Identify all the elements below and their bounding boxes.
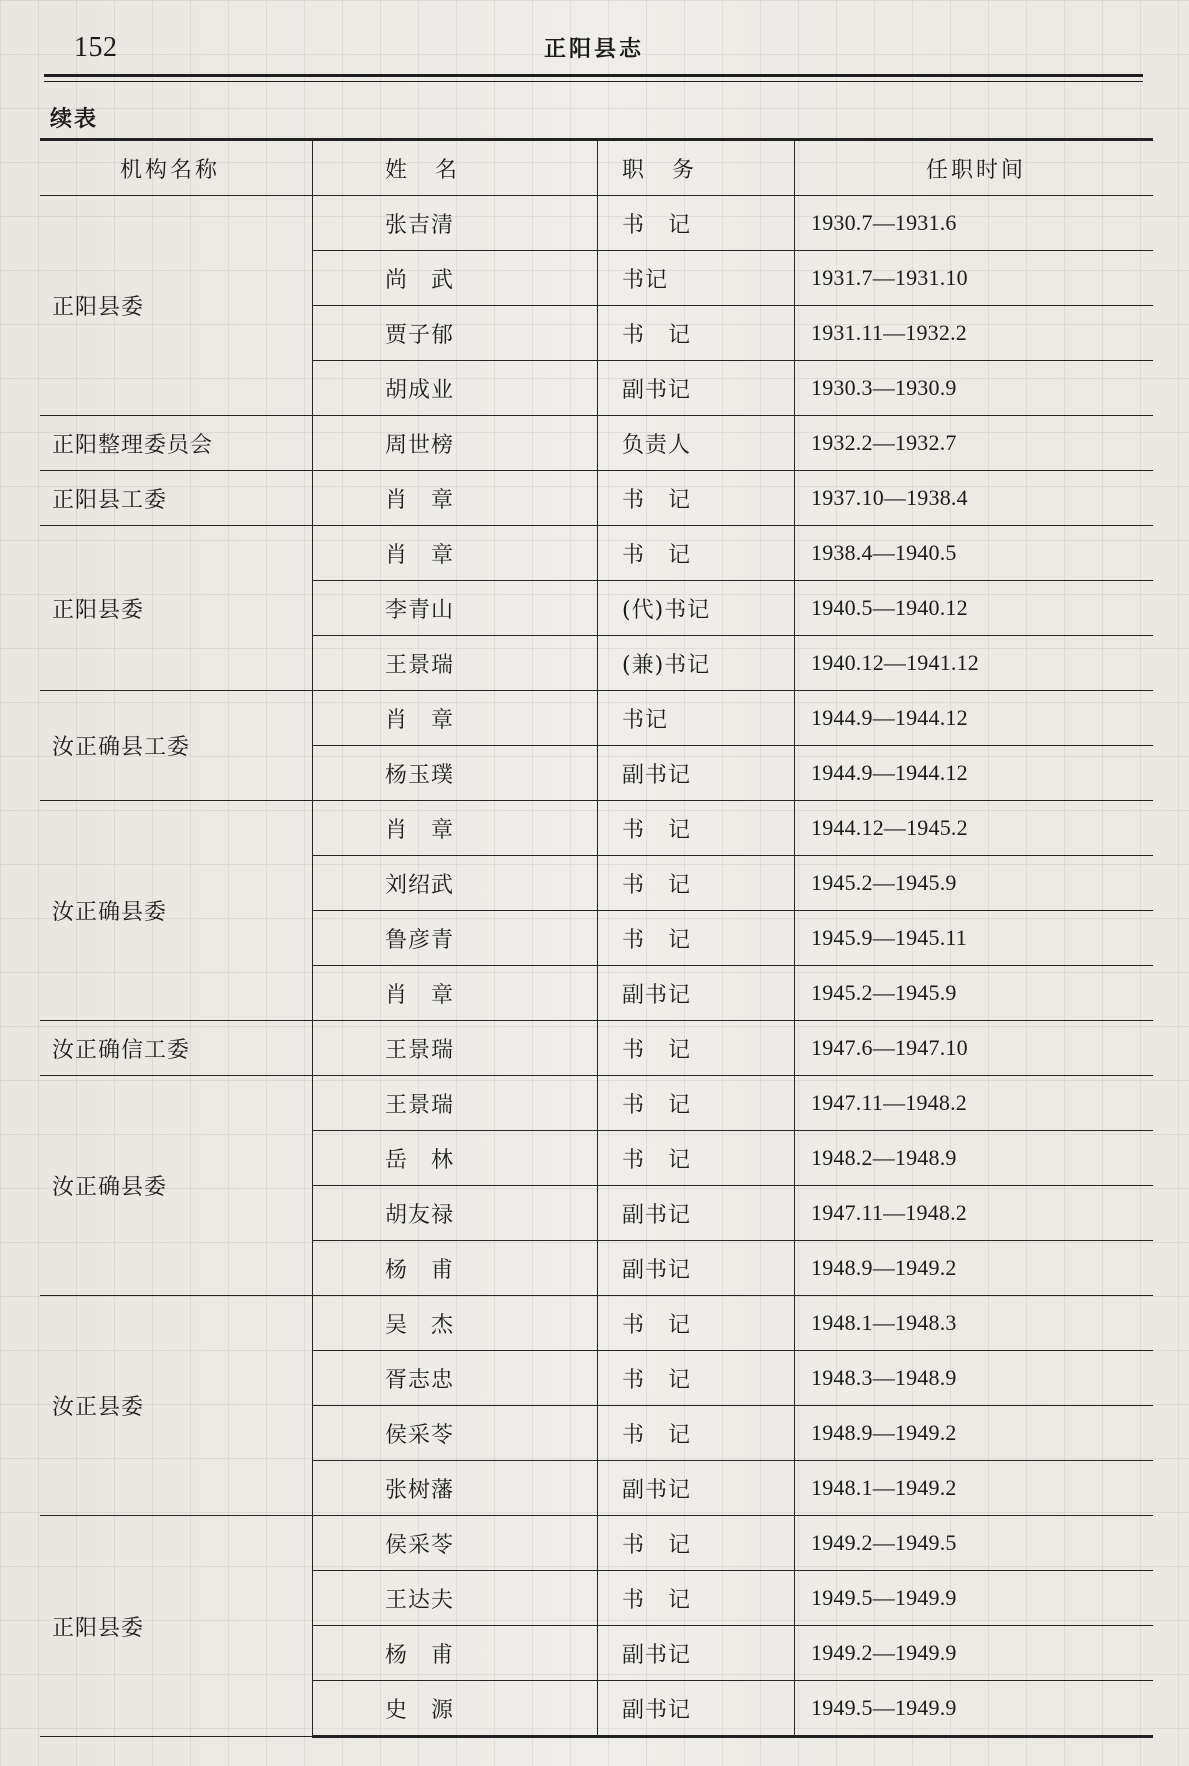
position-cell: 书 记 xyxy=(598,306,795,361)
position-cell: 书记 xyxy=(598,691,795,746)
position-cell: (代)书记 xyxy=(598,581,795,636)
person-name-cell: 肖 章 xyxy=(313,966,598,1021)
tenure-cell: 1948.1—1949.2 xyxy=(795,1461,1154,1516)
table-row xyxy=(40,416,1153,471)
table-head xyxy=(40,140,1153,196)
person-name-cell: 贾子郁 xyxy=(313,306,598,361)
book-title: 正阳县志 xyxy=(544,37,645,62)
person-name-cell: 岳 林 xyxy=(313,1131,598,1186)
position-cell: 副书记 xyxy=(598,1461,795,1516)
tenure-cell: 1937.10—1938.4 xyxy=(795,471,1154,526)
tenure-cell: 1932.2—1932.7 xyxy=(795,416,1154,471)
position-cell: 书 记 xyxy=(598,856,795,911)
tenure-cell: 1948.9—1949.2 xyxy=(795,1406,1154,1461)
header-rule-thick xyxy=(44,74,1143,77)
tenure-cell: 1931.7—1931.10 xyxy=(795,251,1154,306)
person-name-cell: 李青山 xyxy=(313,581,598,636)
position-cell: 书 记 xyxy=(598,1406,795,1461)
header-org: 机构名称 xyxy=(40,140,313,196)
position-cell: 负责人 xyxy=(598,416,795,471)
position-cell: 副书记 xyxy=(598,746,795,801)
position-cell: 书 记 xyxy=(598,911,795,966)
tenure-cell: 1945.9—1945.11 xyxy=(795,911,1154,966)
tenure-cell: 1947.11—1948.2 xyxy=(795,1186,1154,1241)
tenure-cell: 1945.2—1945.9 xyxy=(795,856,1154,911)
person-name-cell: 肖 章 xyxy=(313,471,598,526)
person-name-cell: 肖 章 xyxy=(313,526,598,581)
person-name-cell: 侯采苓 xyxy=(313,1516,598,1571)
table-row xyxy=(40,1076,1153,1131)
position-cell: 副书记 xyxy=(598,1681,795,1737)
person-name-cell: 王景瑞 xyxy=(313,636,598,691)
position-cell: 副书记 xyxy=(598,1186,795,1241)
tenure-cell: 1948.2—1948.9 xyxy=(795,1131,1154,1186)
position-cell: 书 记 xyxy=(598,1021,795,1076)
header-time: 任职时间 xyxy=(795,140,1154,196)
header-post: 职 务 xyxy=(598,140,795,196)
page-header xyxy=(44,22,1143,82)
table-row xyxy=(40,1021,1153,1076)
tenure-cell: 1948.1—1948.3 xyxy=(795,1296,1154,1351)
position-cell: 书 记 xyxy=(598,1516,795,1571)
tenure-cell: 1931.11—1932.2 xyxy=(795,306,1154,361)
tenure-cell: 1944.12—1945.2 xyxy=(795,801,1154,856)
tenure-cell: 1944.9—1944.12 xyxy=(795,691,1154,746)
org-name-cell: 汝正确县工委 xyxy=(40,691,313,801)
personnel-table-wrapper xyxy=(40,138,1144,1738)
person-name-cell: 杨 甫 xyxy=(313,1626,598,1681)
tenure-cell: 1940.12—1941.12 xyxy=(795,636,1154,691)
person-name-cell: 刘绍武 xyxy=(313,856,598,911)
personnel-table xyxy=(40,138,1153,1738)
org-name-cell: 汝正确信工委 xyxy=(40,1021,313,1076)
header-row xyxy=(40,140,1153,196)
table-row xyxy=(40,526,1153,581)
person-name-cell: 王景瑞 xyxy=(313,1076,598,1131)
org-name-cell: 正阳县工委 xyxy=(40,471,313,526)
position-cell: 书 记 xyxy=(598,1131,795,1186)
position-cell: 副书记 xyxy=(598,1626,795,1681)
org-name-cell: 汝正确县委 xyxy=(40,1076,313,1296)
tenure-cell: 1949.5—1949.9 xyxy=(795,1571,1154,1626)
tenure-cell: 1930.3—1930.9 xyxy=(795,361,1154,416)
position-cell: 书 记 xyxy=(598,1076,795,1131)
tenure-cell: 1947.6—1947.10 xyxy=(795,1021,1154,1076)
tenure-cell: 1938.4—1940.5 xyxy=(795,526,1154,581)
position-cell: 副书记 xyxy=(598,966,795,1021)
tenure-cell: 1945.2—1945.9 xyxy=(795,966,1154,1021)
person-name-cell: 胡友禄 xyxy=(313,1186,598,1241)
person-name-cell: 杨玉璞 xyxy=(313,746,598,801)
person-name-cell: 史 源 xyxy=(313,1681,598,1737)
position-cell: 书 记 xyxy=(598,1351,795,1406)
person-name-cell: 王景瑞 xyxy=(313,1021,598,1076)
table-row xyxy=(40,196,1153,251)
person-name-cell: 吴 杰 xyxy=(313,1296,598,1351)
person-name-cell: 王达夫 xyxy=(313,1571,598,1626)
position-cell: 副书记 xyxy=(598,361,795,416)
person-name-cell: 侯采苓 xyxy=(313,1406,598,1461)
org-name-cell: 正阳县委 xyxy=(40,196,313,416)
person-name-cell: 尚 武 xyxy=(313,251,598,306)
table-row xyxy=(40,1296,1153,1351)
org-name-cell: 正阳县委 xyxy=(40,526,313,691)
tenure-cell: 1949.2—1949.9 xyxy=(795,1626,1154,1681)
tenure-cell: 1930.7—1931.6 xyxy=(795,196,1154,251)
table-row xyxy=(40,691,1153,746)
person-name-cell: 鲁彦青 xyxy=(313,911,598,966)
tenure-cell: 1948.9—1949.2 xyxy=(795,1241,1154,1296)
position-cell: 书 记 xyxy=(598,526,795,581)
page-number: 152 xyxy=(74,32,118,63)
org-name-cell: 正阳县委 xyxy=(40,1516,313,1737)
table-row xyxy=(40,1516,1153,1571)
position-cell: 书 记 xyxy=(598,1571,795,1626)
person-name-cell: 张吉清 xyxy=(313,196,598,251)
position-cell: 书 记 xyxy=(598,471,795,526)
tenure-cell: 1947.11—1948.2 xyxy=(795,1076,1154,1131)
table-row xyxy=(40,471,1153,526)
tenure-cell: 1948.3—1948.9 xyxy=(795,1351,1154,1406)
header-name: 姓 名 xyxy=(313,140,598,196)
org-name-cell: 汝正确县委 xyxy=(40,801,313,1021)
person-name-cell: 肖 章 xyxy=(313,801,598,856)
position-cell: 书 记 xyxy=(598,196,795,251)
person-name-cell: 肖 章 xyxy=(313,691,598,746)
person-name-cell: 胥志忠 xyxy=(313,1351,598,1406)
position-cell: (兼)书记 xyxy=(598,636,795,691)
person-name-cell: 胡成业 xyxy=(313,361,598,416)
tenure-cell: 1940.5—1940.12 xyxy=(795,581,1154,636)
table-row xyxy=(40,801,1153,856)
person-name-cell: 杨 甫 xyxy=(313,1241,598,1296)
person-name-cell: 张树藩 xyxy=(313,1461,598,1516)
position-cell: 副书记 xyxy=(598,1241,795,1296)
person-name-cell: 周世榜 xyxy=(313,416,598,471)
position-cell: 书 记 xyxy=(598,801,795,856)
position-cell: 书记 xyxy=(598,251,795,306)
position-cell: 书 记 xyxy=(598,1296,795,1351)
header-rule-thin xyxy=(44,81,1143,82)
tenure-cell: 1949.2—1949.5 xyxy=(795,1516,1154,1571)
tenure-cell: 1949.5—1949.9 xyxy=(795,1681,1154,1737)
org-name-cell: 汝正县委 xyxy=(40,1296,313,1516)
org-name-cell: 正阳整理委员会 xyxy=(40,416,313,471)
tenure-cell: 1944.9—1944.12 xyxy=(795,746,1154,801)
table-body xyxy=(40,196,1153,1737)
table-caption: 续表 xyxy=(50,107,99,132)
